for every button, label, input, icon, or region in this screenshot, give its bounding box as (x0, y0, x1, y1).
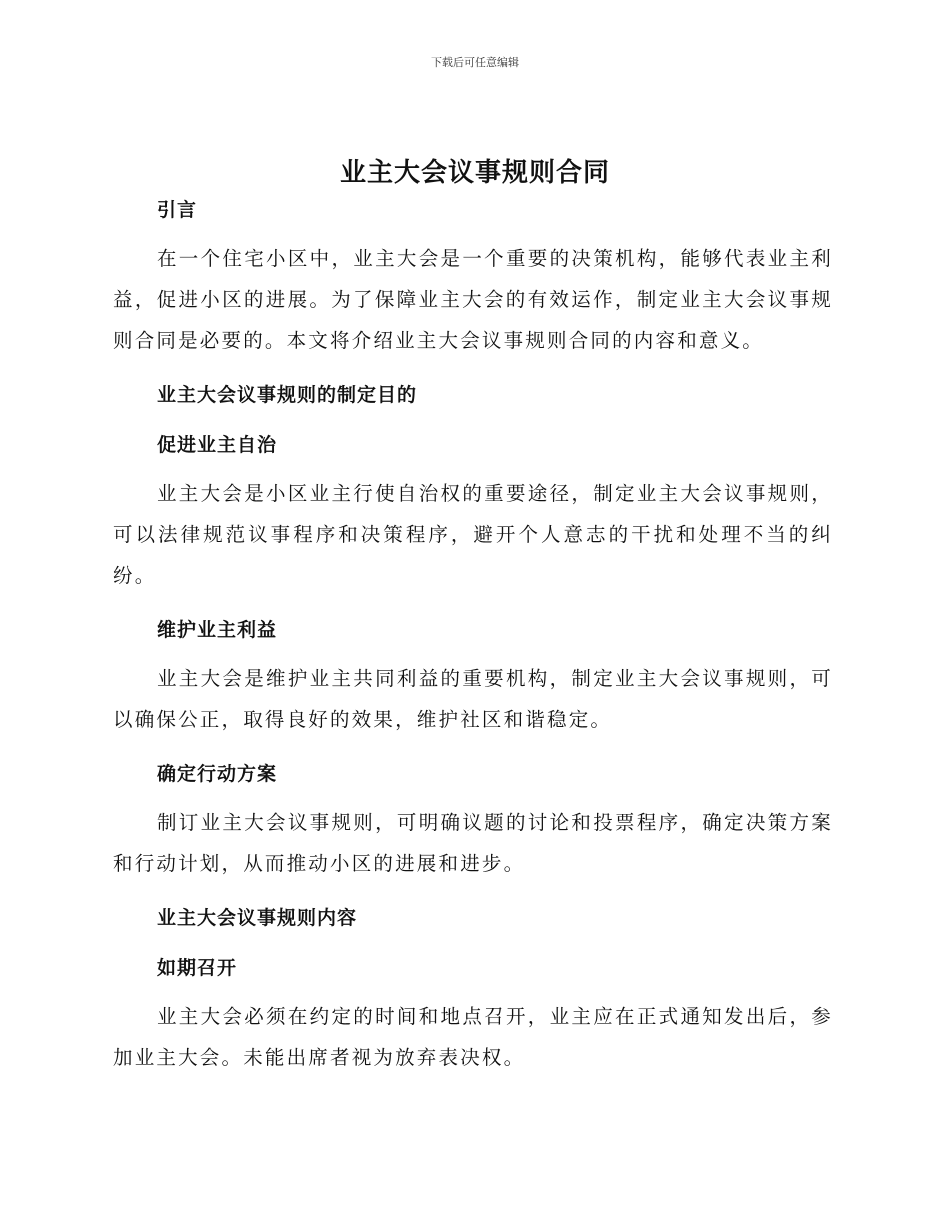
heading-content: 业主大会议事规则内容 (157, 907, 358, 929)
document-body (113, 194, 833, 1078)
heading-schedule: 如期召开 (157, 957, 238, 979)
paragraph-intro: 在一个住宅小区中，业主大会是一个重要的决策机构，能够代表业主利益，促进小区的进展。为了保障业主大会的有效运作，制定业主大会议事规则合同是必要的。本文将介绍业主大会议事规则合同的内容和意义。 (113, 247, 833, 352)
header-note: 下载后可任意编辑 (431, 56, 519, 69)
heading-plan: 确定行动方案 (157, 763, 278, 785)
heading-interest: 维护业主利益 (157, 619, 278, 641)
heading-purpose: 业主大会议事规则的制定目的 (157, 384, 418, 406)
heading-autonomy: 促进业主自治 (157, 434, 278, 456)
paragraph-schedule: 业主大会必须在约定的时间和地点召开，业主应在正式通知发出后，参加业主大会。未能出席者视为放弃表决权。 (113, 1005, 833, 1069)
paragraph-interest: 业主大会是维护业主共同利益的重要机构，制定业主大会议事规则，可以确保公正，取得良好的效果，维护社区和谐稳定。 (113, 667, 833, 731)
paragraph-autonomy: 业主大会是小区业主行使自治权的重要途径，制定业主大会议事规则，可以法律规范议事程序和决策程序，避开个人意志的干扰和处理不当的纠纷。 (113, 482, 833, 587)
document-title: 业主大会议事规则合同 (339, 158, 610, 188)
paragraph-plan: 制订业主大会议事规则，可明确议题的讨论和投票程序，确定决策方案和行动计划，从而推动小区的进展和进步。 (113, 811, 833, 875)
heading-intro: 引言 (157, 199, 198, 221)
